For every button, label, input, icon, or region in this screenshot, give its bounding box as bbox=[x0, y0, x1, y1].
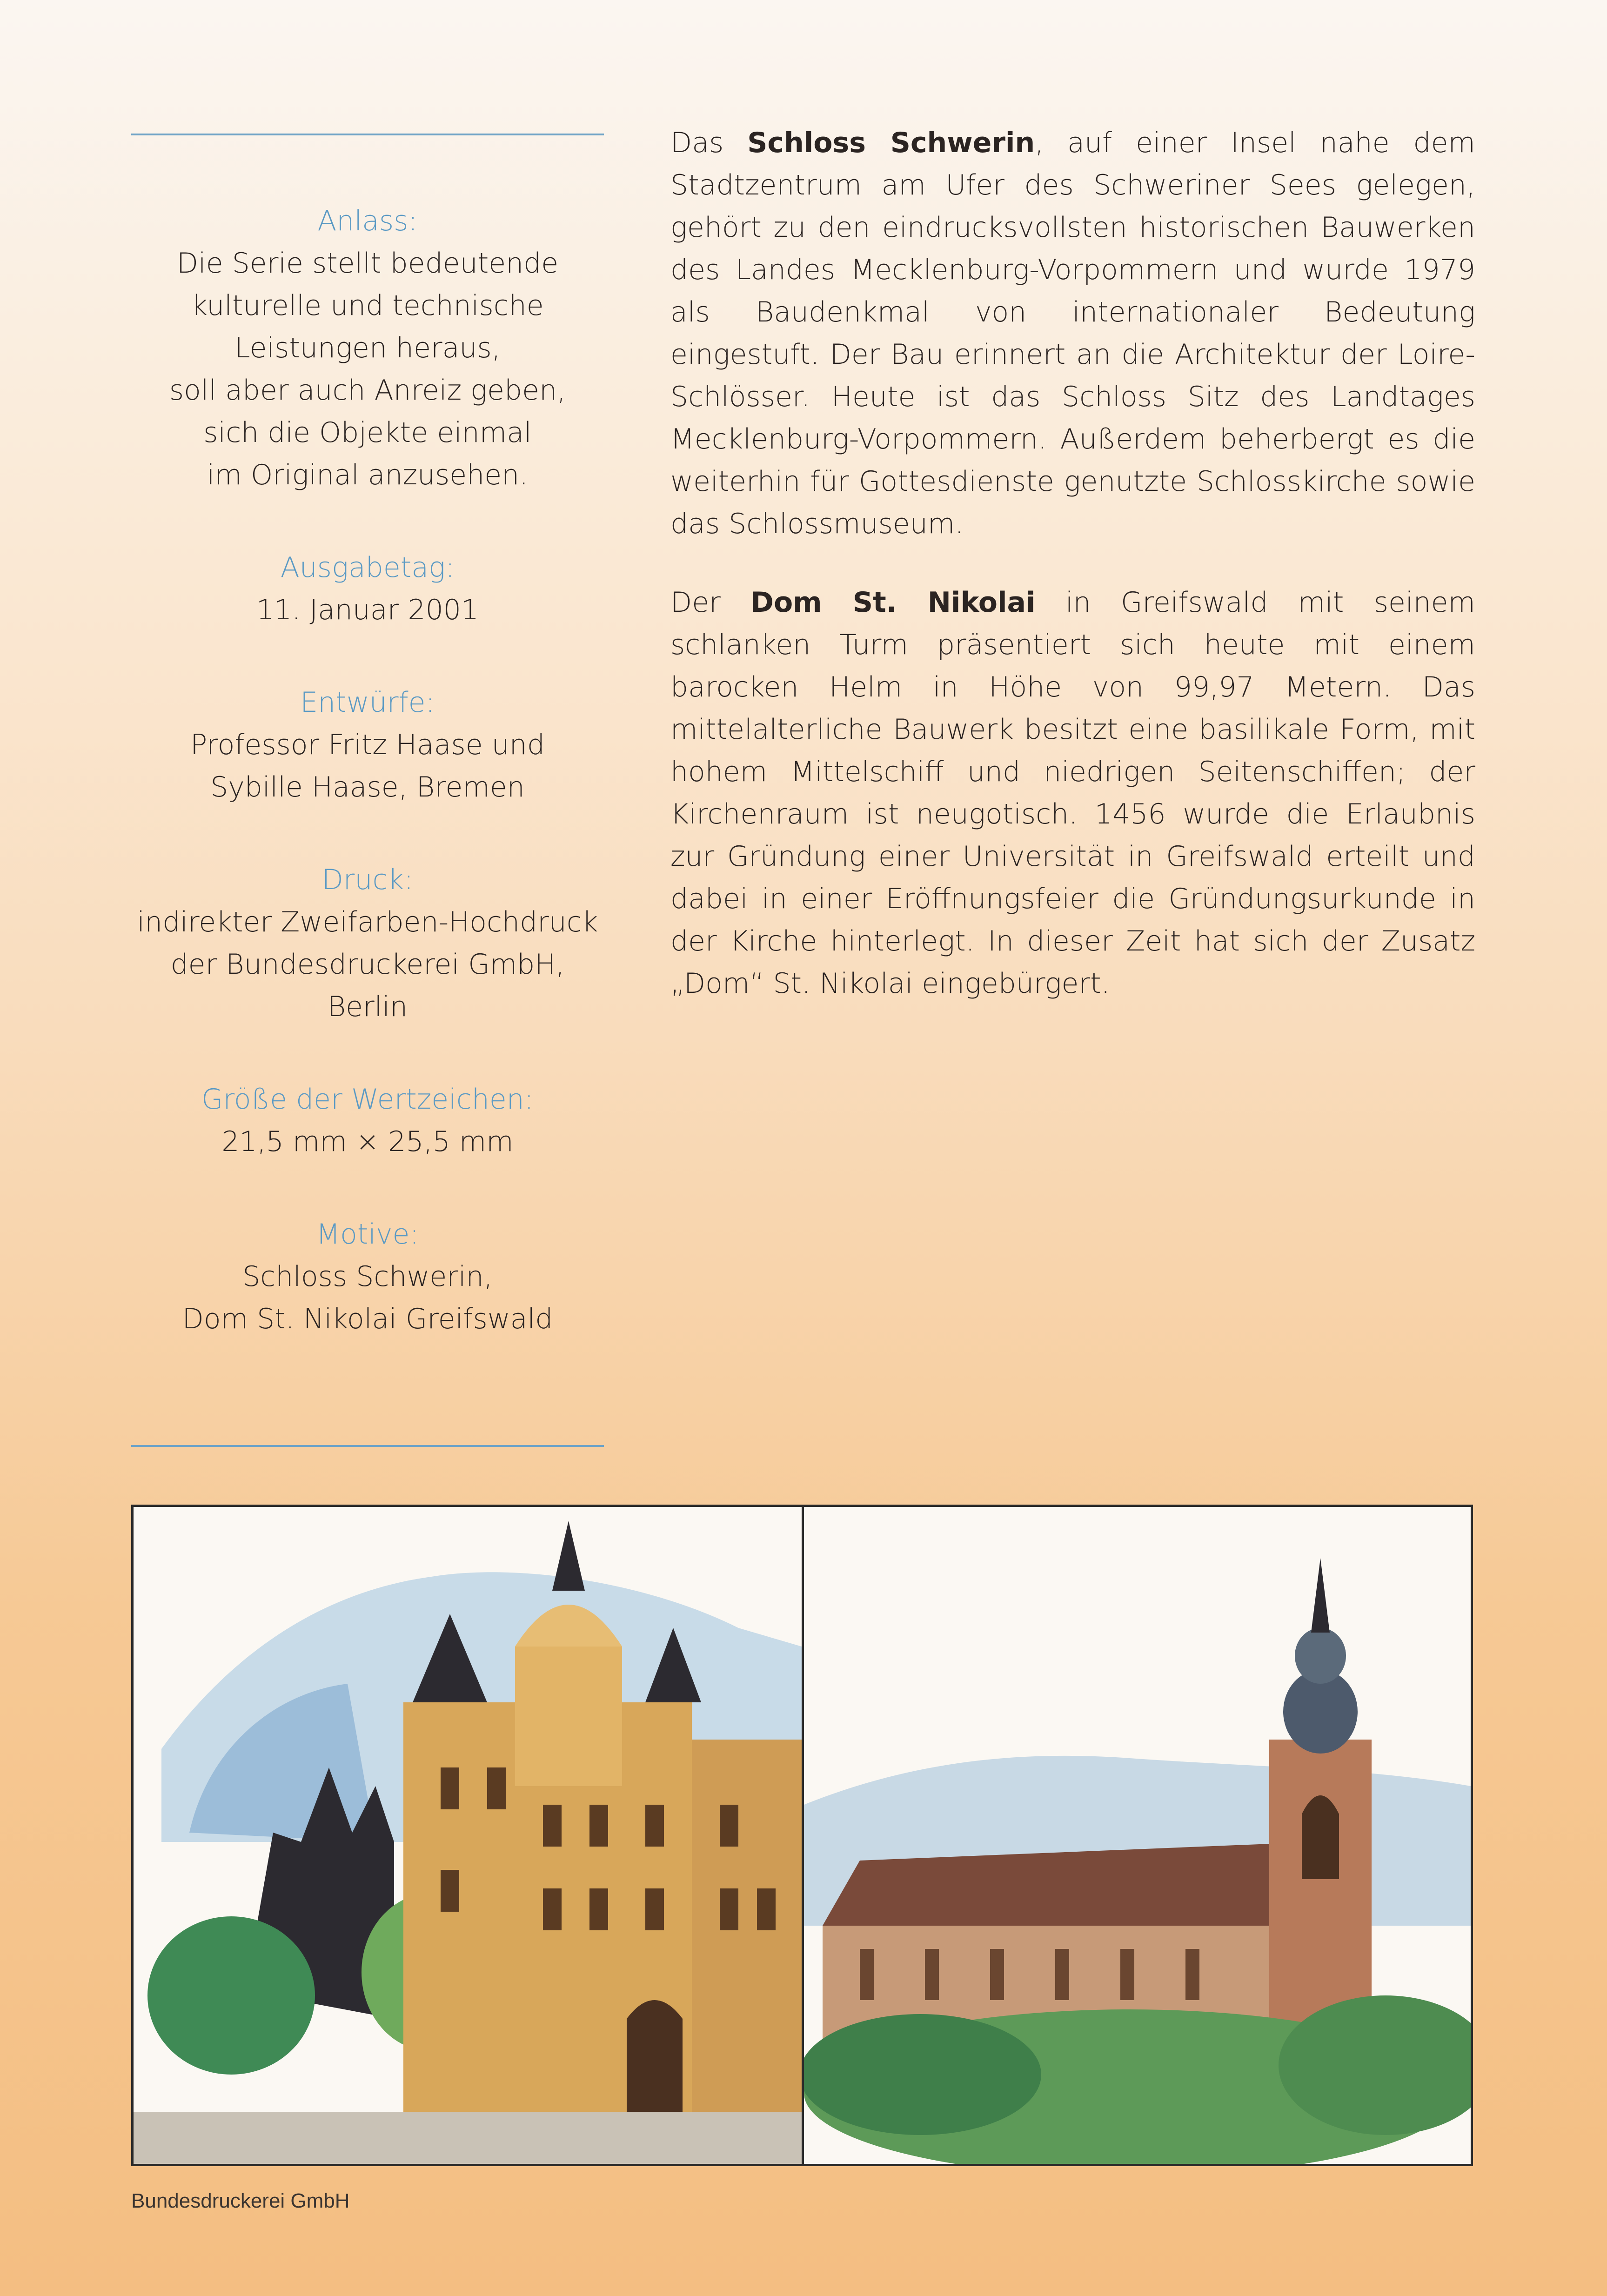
publisher-footer: Bundesdruckerei GmbH bbox=[131, 2189, 350, 2212]
dom-st-nikolai-illustration bbox=[804, 1507, 1471, 2164]
anlass-line: soll aber auch Anreiz geben, bbox=[169, 374, 566, 407]
anlass-line: Leistungen heraus, bbox=[234, 332, 501, 364]
groesse-value: 21,5 mm × 25,5 mm bbox=[221, 1125, 514, 1158]
cathedral-watercolor bbox=[804, 1507, 1471, 2164]
motive-section bbox=[126, 1213, 609, 1340]
druck-line: indirekter Zweifarben-Hochdruck bbox=[137, 906, 598, 938]
entwuerfe-section bbox=[126, 682, 609, 809]
druck-section bbox=[126, 859, 609, 1028]
paragraph-schloss-schwerin bbox=[670, 122, 1475, 545]
groesse-label: Größe der Wertzeichen: bbox=[201, 1083, 534, 1116]
schloss-schwerin-illustration bbox=[134, 1507, 804, 2164]
p1-text: , auf einer Insel nahe dem Stadtzentrum am Ufer des Schweriner Sees gelegen, gehört zu den eindrucksvollsten historischen Bauwerken des Landes Mecklenburg-Vorpommern und wurde 1979 als Baudenkmal von internationaler Bedeutung eingestuft. Der Bau erinnert an die Architektur der Loire-Schlösser. Heute ist das Schloss Sitz des Landtages Mecklenburg-Vorpommern. Außerdem beherbergt es die weiterhin für Gottesdienste genutzte Schlosskirche sowie das Schlossmuseum. bbox=[670, 127, 1475, 540]
druck-label: Druck: bbox=[321, 864, 414, 896]
p1-intro: Das bbox=[670, 127, 748, 159]
p2-intro: Der bbox=[670, 586, 751, 619]
anlass-line: im Original anzusehen. bbox=[207, 459, 529, 491]
ausgabetag-section bbox=[126, 547, 609, 631]
druck-line: der Bundesdruckerei GmbH, bbox=[170, 948, 565, 981]
entwuerfe-line: Sybille Haase, Bremen bbox=[210, 771, 525, 803]
castle-watercolor bbox=[134, 1507, 802, 2164]
anlass-line: kulturelle und technische bbox=[191, 289, 544, 322]
anlass-line: sich die Objekte einmal bbox=[203, 416, 532, 449]
p2-text: in Greifswald mit seinem schlanken Turm präsentiert sich heute mit einem barocken Helm in Höhe von 99,97 Metern. Das mittelalterliche Bauwerk besitzt eine basilikale Form, mit hohem Mittelschiff und niedrigen Seitenschiffen; der Kirchenraum ist neugotisch. 1456 wurde die Erlaubnis zur Gründung einer Universität in Greifswald erteilt und dabei in einer Eröffnungsfeier die Gründungsurkunde in der Kirche hinterlegt. In dieser Zeit hat sich der Zusatz „Dom“ St. Nikolai eingebürgert. bbox=[670, 586, 1475, 1000]
motive-label: Motive: bbox=[316, 1218, 419, 1251]
stamp-info-sidebar bbox=[126, 200, 609, 1391]
anlass-label: Anlass: bbox=[317, 205, 418, 237]
ausgabetag-value: 11. Januar 2001 bbox=[256, 594, 479, 626]
motive-line: Dom St. Nikolai Greifswald bbox=[182, 1303, 553, 1335]
motive-line: Schloss Schwerin, bbox=[242, 1260, 493, 1293]
entwuerfe-line: Professor Fritz Haase und bbox=[190, 729, 545, 761]
anlass-line: Die Serie stellt bedeutende bbox=[176, 247, 559, 280]
p2-bold-title: Dom St. Nikolai bbox=[750, 586, 1036, 619]
ausgabetag-label: Ausgabetag: bbox=[280, 551, 455, 584]
description-text bbox=[670, 122, 1475, 1041]
p1-bold-title: Schloss Schwerin bbox=[747, 127, 1035, 159]
groesse-section bbox=[126, 1078, 609, 1163]
stamp-illustrations bbox=[131, 1505, 1473, 2166]
bottom-divider bbox=[131, 1445, 604, 1447]
paragraph-dom-st-nikolai bbox=[670, 582, 1475, 1005]
druck-line: Berlin bbox=[327, 991, 408, 1023]
top-divider bbox=[131, 134, 604, 135]
entwuerfe-label: Entwürfe: bbox=[300, 686, 435, 719]
anlass-section bbox=[126, 200, 609, 496]
